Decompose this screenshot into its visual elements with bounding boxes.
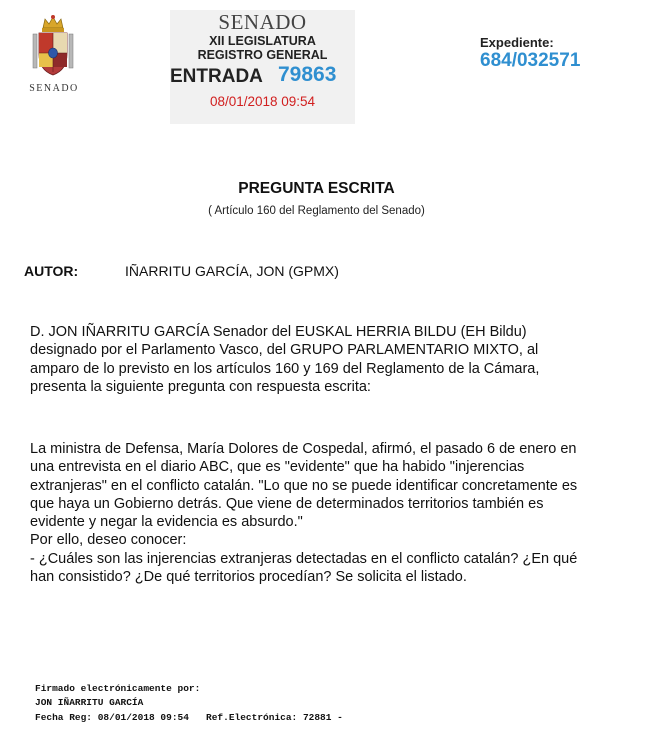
author-value: IÑARRITU GARCÍA, JON (GPMX) (125, 263, 339, 279)
text-line: - ¿Cuáles son las injerencias extranjeras detectadas en el conflicto catalán? ¿En qué (30, 550, 578, 567)
expediente-number: 684/032571 (480, 50, 581, 71)
stamp-entry-number: 79863 (278, 63, 337, 86)
signature-heading: Firmado electrónicamente por: (35, 683, 201, 694)
intro-paragraph (30, 323, 630, 396)
registry-stamp (170, 10, 355, 124)
text-line: presenta la siguiente pregunta con respuesta escrita: (30, 378, 371, 395)
text-line: que haya un Gobierno detrás. Que viene de determinados territorios también es (30, 495, 544, 512)
signature-registration: Fecha Reg: 08/01/2018 09:54 Ref.Electrónica: 72881 - (35, 712, 343, 723)
text-line: han consistido? ¿De qué territorios procedían? Se solicita el listado. (30, 569, 467, 586)
logo-caption: SENADO (29, 83, 79, 94)
signature-name: JON IÑARRITU GARCÍA (35, 697, 144, 708)
stamp-legislature: XII LEGISLATURA (209, 34, 316, 48)
stamp-datetime: 08/01/2018 09:54 (209, 94, 316, 109)
document-subtitle: ( Artículo 160 del Reglamento del Senado) (208, 205, 425, 217)
document-title: PREGUNTA ESCRITA (238, 180, 395, 197)
text-line: amparo de lo previsto en los artículos 160 y 169 del Reglamento de la Cámara, (30, 360, 540, 377)
text-line: una entrevista en el diario ABC, que es "evidente" que ha habido "injerencias (30, 459, 525, 476)
text-line: Por ello, deseo conocer: (30, 532, 187, 549)
text-line: designado por el Parlamento Vasco, del GRUPO PARLAMENTARIO MIXTO, al (30, 342, 539, 359)
text-line: La ministra de Defensa, María Dolores de Cospedal, afirmó, el pasado 6 de enero en (30, 441, 577, 457)
text-line: extranjeras" en el conflicto catalán. "Lo que no se puede identificar concretamente es (30, 477, 578, 494)
author-label: AUTOR: (24, 263, 79, 279)
text-line: D. JON IÑARRITU GARCÍA Senador del EUSKAL HERRIA BILDU (EH Bildu) (30, 324, 527, 340)
expediente-label: Expediente: (480, 35, 554, 50)
stamp-entry-label: ENTRADA (170, 66, 263, 87)
text-line: evidente y negar la evidencia es absurdo." (30, 514, 303, 531)
senado-crest-logo (30, 14, 76, 78)
stamp-institution: SENADO (218, 10, 307, 34)
question-body (30, 440, 630, 586)
stamp-registry: REGISTRO GENERAL (197, 48, 328, 62)
